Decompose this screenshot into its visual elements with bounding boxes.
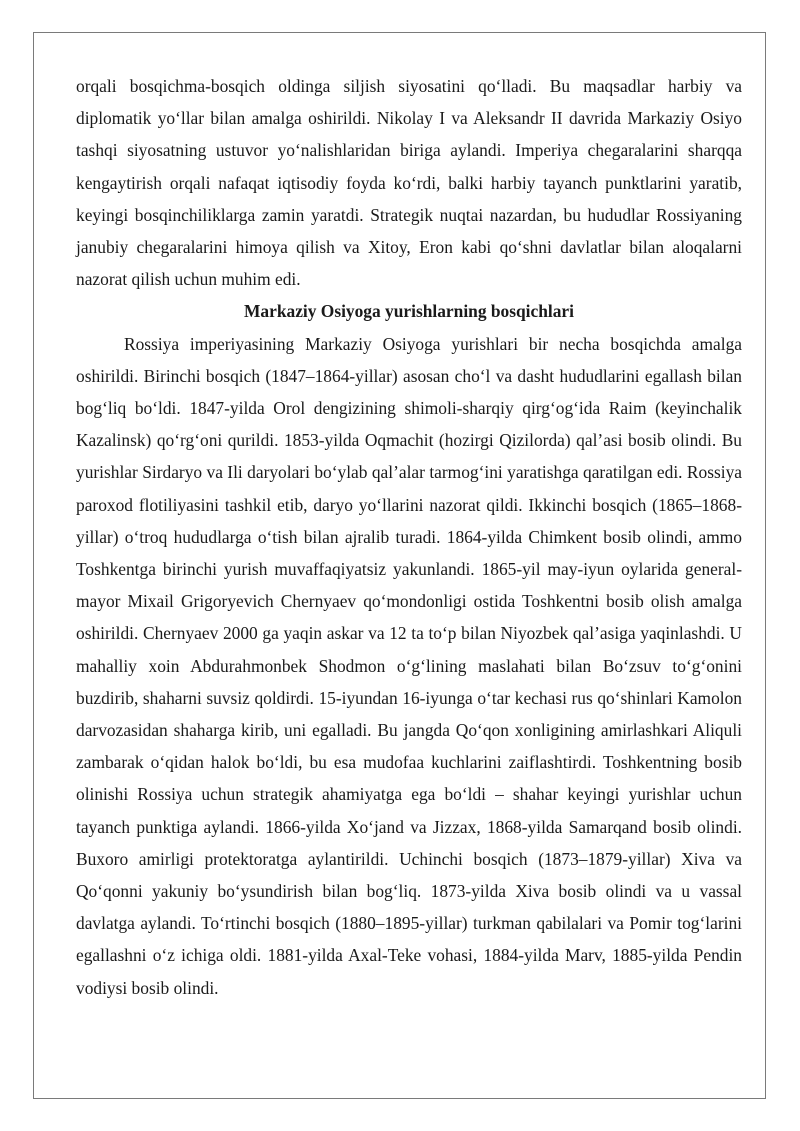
paragraph-stages: Rossiya imperiyasining Markaziy Osiyoga yurishlari bir necha bosqichda amalga oshirildi. Birinchi bosqich (1847–1864-yillar) asosan cho‘l va dasht hududlarini egallash bilan bog‘liq bo‘ldi. 1847-yilda Orol dengizining shimoli-sharqiy qirg‘og‘ida Raim (keyinchalik Kazalinsk) qo‘rg‘oni qurildi. 1853-yilda Oqmachit (hozirgi Qizilorda) qal’asi bosib olindi. Bu yurishlar Sirdaryo va Ili daryolari bo‘ylab qal’alar tarmog‘ini yaratishga qaratilgan edi. Rossiya paroxod flotiliyasini tashkil etib, daryo yo‘llarini nazorat qildi. Ikkinchi bosqich (1865–1868-yillar) o‘troq hududlarga o‘tish bilan ajralib turadi. 1864-yilda Chimkent bosib olindi, ammo Toshkentga birinchi yurish muvaffaqiyatsiz yakunlandi. 1865-yil may-iyun oylarida general-mayor Mixail Grigoryevich Chernyaev qo‘mondonligi ostida Toshkentni bosib olish amalga oshirildi. Chernyaev 2000 ga yaqin askar va 12 ta to‘p bilan Niyozbek qal’asiga yaqinlashdi. U mahalliy xoin Abdurahmonbek Shodmon o‘g‘lining maslahati bilan Bo‘zsuv to‘g‘onini buzdirib, shaharni suvsiz qoldirdi. 15-iyundan 16-iyunga o‘tar kechasi rus qo‘shinlari Kamolon darvozasidan shaharga kirib, uni egalladi. Bu jangda Qo‘qon xonligining amirlashkari Aliquli zambarak o‘qidan halok bo‘ldi, bu esa mudofaa kuchlarini zaiflashtirdi. Toshkentning bosib olinishi Rossiya uchun strategik ahamiyatga ega bo‘ldi – shahar keyingi yurishlar uchun tayanch punktiga aylandi. 1866-yilda Xo‘jand va Jizzax, 1868-yilda Samarqand bosib olindi. Buxoro amirligi protektoratga aylantirildi. Uchinchi bosqich (1873–1879-yillar) Xiva va Qo‘qonni yakuniy bo‘ysundirish bilan bog‘liq. 1873-yilda Xiva bosib olindi va u vassal davlatga aylandi. To‘rtinchi bosqich (1880–1895-yillar) turkman qabilalari va Pomir tog‘larini egallashni o‘z ichiga oldi. 1881-yilda Axal-Teke vohasi, 1884-yilda Marv, 1885-yilda Pendin vodiysi bosib olindi. — [76, 333, 742, 998]
paragraph-intro: orqali bosqichma-bosqich oldinga siljish siyosatini qo‘lladi. Bu maqsadlar harbiy va diplomatik yo‘llar bilan amalga oshirildi. Nikolay I va Aleksandr II davrida Markaziy Osiyo tashqi siyosatning ustuvor yo‘nalishlaridan biriga aylandi. Imperiya chegaralarini sharqqa kengaytirish orqali nafaqat iqtisodiy foyda ko‘rdi, balki harbiy tayanch punktlarini yaratib, keyingi bosqinchiliklarga zamin yaratdi. Strategik nuqtai nazardan, bu hududlar Rossiyaning janubiy chegaralarini himoya qilish va Xitoy, Eron kabi qo‘shni davlatlar bilan aloqalarni nazorat qilish uchun muhim edi. — [76, 76, 742, 290]
document-body — [76, 70, 742, 1004]
section-heading: Markaziy Osiyoga yurishlarning bosqichlari — [244, 301, 574, 322]
